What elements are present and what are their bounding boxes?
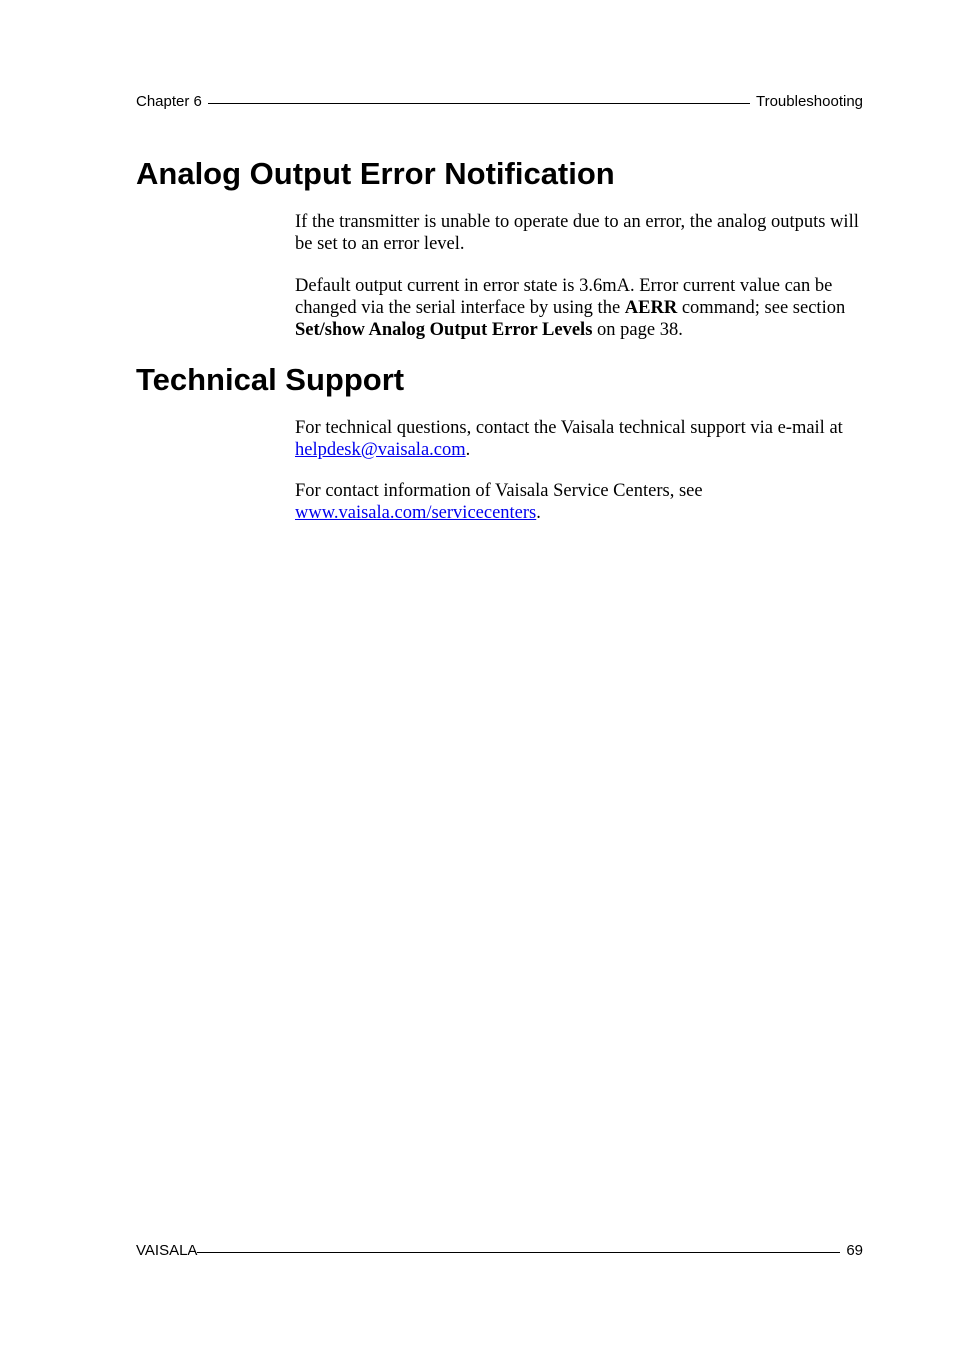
paragraph-default-current — [295, 275, 865, 341]
paragraph-service-centers — [295, 480, 865, 524]
footer-rule — [197, 1237, 840, 1253]
header-rule — [208, 88, 750, 104]
page-header — [136, 90, 863, 112]
paragraph-error-level — [295, 211, 865, 255]
paragraph-technical-questions — [295, 417, 865, 461]
command-name: AERR — [624, 298, 678, 318]
section-heading-analog-output-error: Analog Output Error Notification — [136, 156, 615, 191]
section-reference: Set/show Analog Output Error Levels — [295, 320, 593, 340]
section-heading-technical-support: Technical Support — [136, 362, 405, 397]
page-number: 69 — [846, 1242, 863, 1259]
page-footer — [136, 1239, 863, 1261]
paragraph-text: . — [536, 503, 541, 523]
paragraph-text: Default output current in error state is 3.6mA. Error current value can be changed via the serial interface by using the — [295, 276, 833, 318]
paragraph-text: command; see section — [677, 298, 846, 318]
paragraph-text: If the transmitter is unable to operate due to an error, the analog outputs will be set to an error level. — [295, 212, 859, 254]
company-name: VAISALA — [136, 1242, 198, 1259]
paragraph-text: . — [465, 440, 471, 460]
chapter-label: Chapter 6 — [136, 93, 202, 110]
helpdesk-email-link[interactable]: helpdesk@vaisala.com — [295, 440, 466, 460]
paragraph-text: For contact information of Vaisala Service Centers, see — [295, 481, 703, 501]
paragraph-text: For technical questions, contact the Vaisala technical support via e-mail at — [295, 418, 843, 438]
paragraph-text: on page 38. — [592, 320, 683, 340]
section-label: Troubleshooting — [755, 93, 863, 110]
service-centers-link[interactable]: www.vaisala.com/servicecenters — [295, 503, 537, 523]
